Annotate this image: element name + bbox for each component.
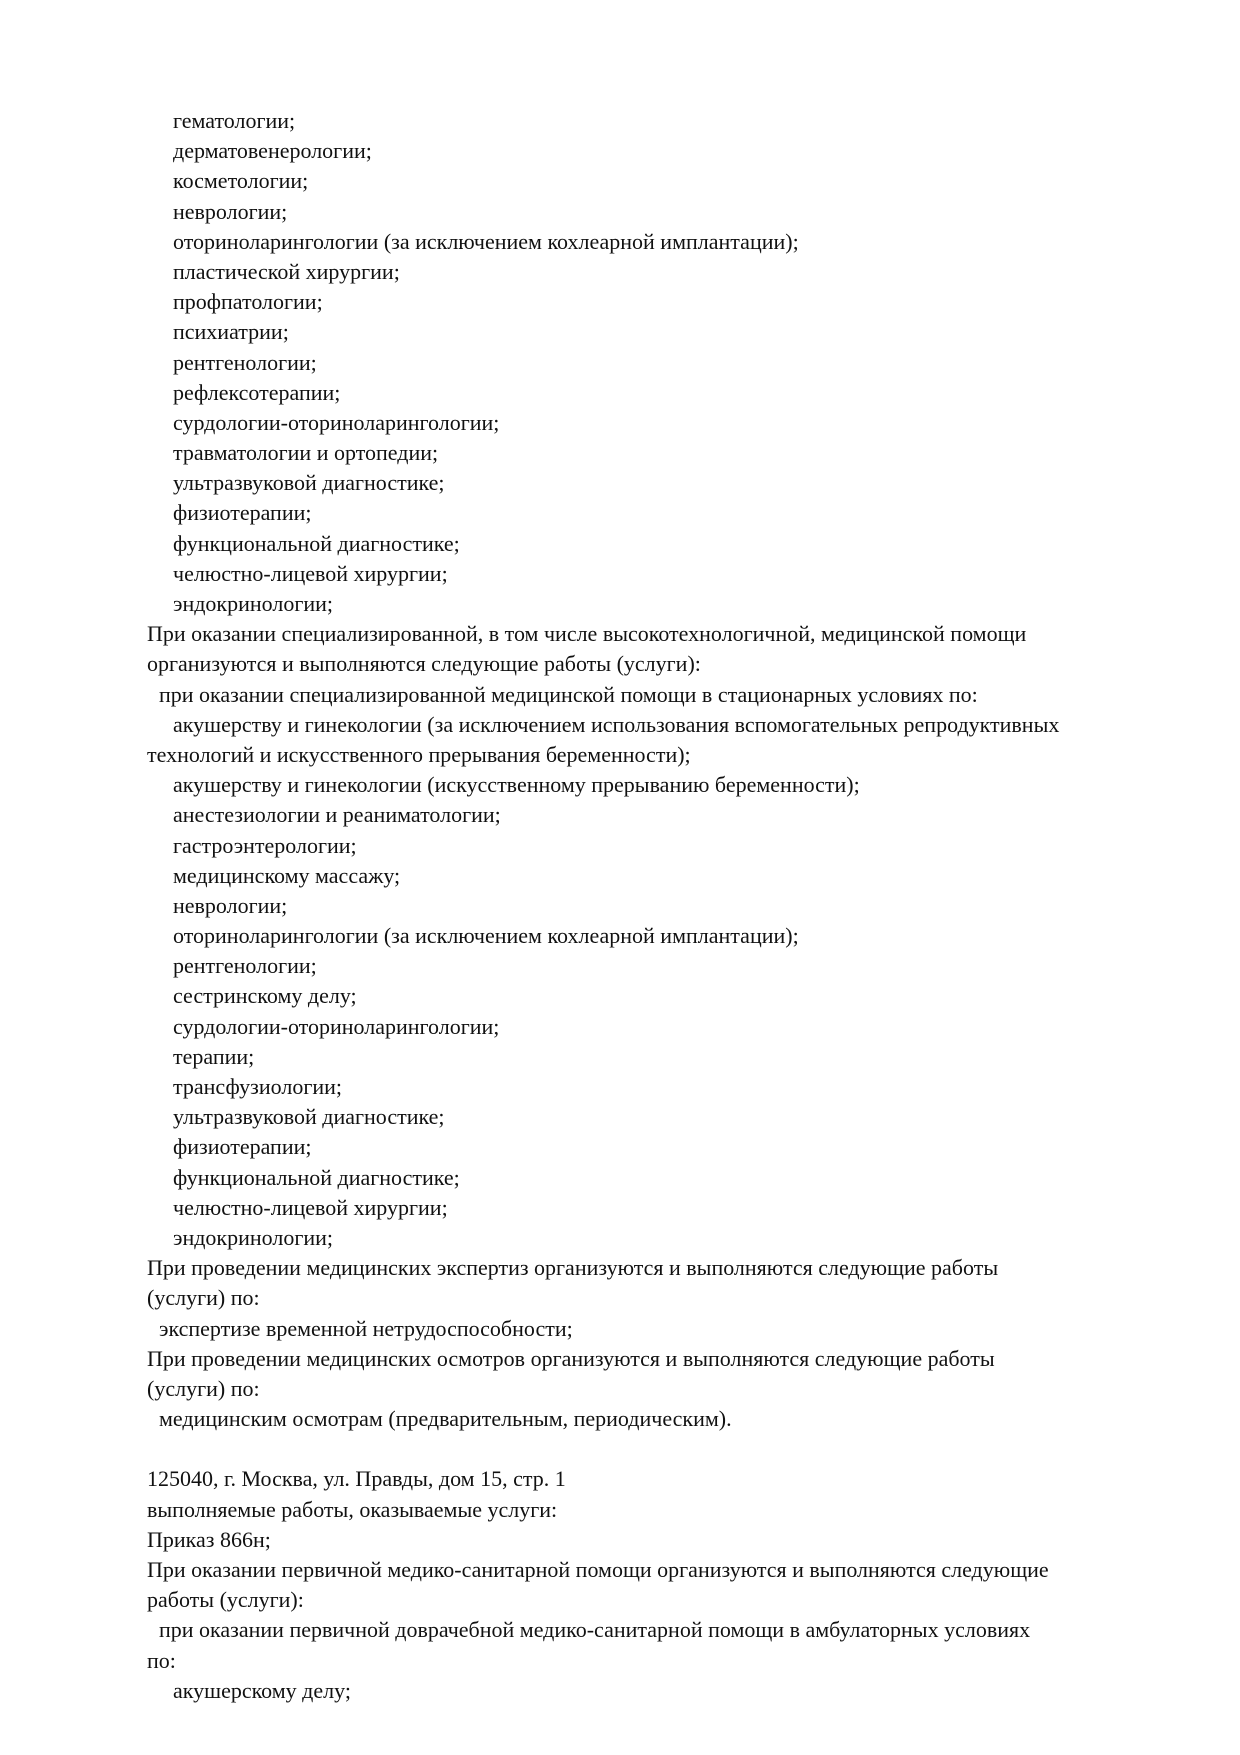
list-item: физиотерапии;: [173, 1134, 312, 1160]
list-item: дерматовенерологии;: [173, 138, 372, 164]
list-item: пластической хирургии;: [173, 258, 400, 284]
list-item: неврологии;: [173, 198, 288, 224]
list-item: оториноларингологии (за исключением кохлеарной имплантации);: [173, 228, 799, 254]
order-reference: Приказ 866н;: [147, 1526, 271, 1552]
list-item: медицинским осмотрам (предварительным, периодическим).: [159, 1406, 732, 1432]
list-item: челюстно-лицевой хирургии;: [173, 1194, 448, 1220]
section-intro-continued: организуются и выполняются следующие работы (услуги):: [147, 651, 701, 677]
list-item: анестезиологии и реаниматологии;: [173, 802, 501, 828]
list-item: челюстно-лицевой хирургии;: [173, 560, 448, 586]
section-intro: При проведении медицинских экспертиз организуются и выполняются следующие работы: [147, 1255, 999, 1281]
list-item: рефлексотерапии;: [173, 379, 341, 405]
list-item: физиотерапии;: [173, 500, 312, 526]
list-item-continued: технологий и искусственного прерывания беременности);: [147, 741, 691, 767]
section-intro: При проведении медицинских осмотров организуются и выполняются следующие работы: [147, 1345, 995, 1371]
address: 125040, г. Москва, ул. Правды, дом 15, стр. 1: [147, 1466, 566, 1492]
list-item: трансфузиологии;: [173, 1074, 342, 1099]
section-intro: При оказании первичной медико-санитарной помощи организуются и выполняются следующие: [147, 1557, 1049, 1582]
subsection-heading-continued: по:: [147, 1647, 176, 1673]
list-item: медицинскому массажу;: [173, 862, 401, 888]
subsection-heading: при оказании первичной доврачебной медико-санитарной помощи в амбулаторных условиях: [159, 1617, 1031, 1643]
list-item: акушерскому делу;: [173, 1677, 351, 1703]
list-item: профпатологии;: [173, 289, 323, 315]
list-item: рентгенологии;: [173, 953, 317, 979]
list-item: неврологии;: [173, 892, 288, 918]
list-item: оториноларингологии (за исключением кохлеарной имплантации);: [173, 923, 799, 949]
section-intro-continued: работы (услуги):: [147, 1587, 304, 1613]
list-item: гематологии;: [173, 108, 296, 133]
section-intro-continued: (услуги) по:: [147, 1375, 260, 1401]
list-item: эндокринологии;: [173, 591, 334, 616]
list-item: ультразвуковой диагностике;: [173, 1104, 445, 1130]
list-item: гастроэнтерологии;: [173, 832, 357, 858]
list-item: сурдологии-оториноларингологии;: [173, 1013, 500, 1039]
list-item: сурдологии-оториноларингологии;: [173, 409, 500, 435]
works-label: выполняемые работы, оказываемые услуги:: [147, 1496, 558, 1522]
list-item: травматологии и ортопедии;: [173, 440, 439, 466]
subsection-heading: при оказании специализированной медицинской помощи в стационарных условиях по:: [159, 681, 978, 707]
list-item: акушерству и гинекологии (искусственному прерыванию беременности);: [173, 772, 860, 798]
document-text: [147, 106, 1192, 1706]
list-item: ультразвуковой диагностике;: [173, 470, 445, 496]
section-intro: При оказании специализированной, в том числе высокотехнологичной, медицинской помощи: [147, 621, 1027, 647]
list-item: сестринскому делу;: [173, 983, 357, 1009]
list-item: терапии;: [173, 1043, 255, 1069]
list-item: функциональной диагностике;: [173, 530, 460, 556]
list-item: рентгенологии;: [173, 349, 317, 375]
list-item: акушерству и гинекологии (за исключением использования вспомогательных репродуктивных: [173, 711, 1060, 737]
list-item: экспертизе временной нетрудоспособности;: [159, 1315, 573, 1341]
blank-line: [147, 1434, 1192, 1464]
list-item: эндокринологии;: [173, 1224, 334, 1250]
list-item: косметологии;: [173, 168, 309, 194]
list-item: психиатрии;: [173, 319, 289, 345]
list-item: функциональной диагностике;: [173, 1164, 460, 1190]
section-intro-continued: (услуги) по:: [147, 1285, 260, 1311]
